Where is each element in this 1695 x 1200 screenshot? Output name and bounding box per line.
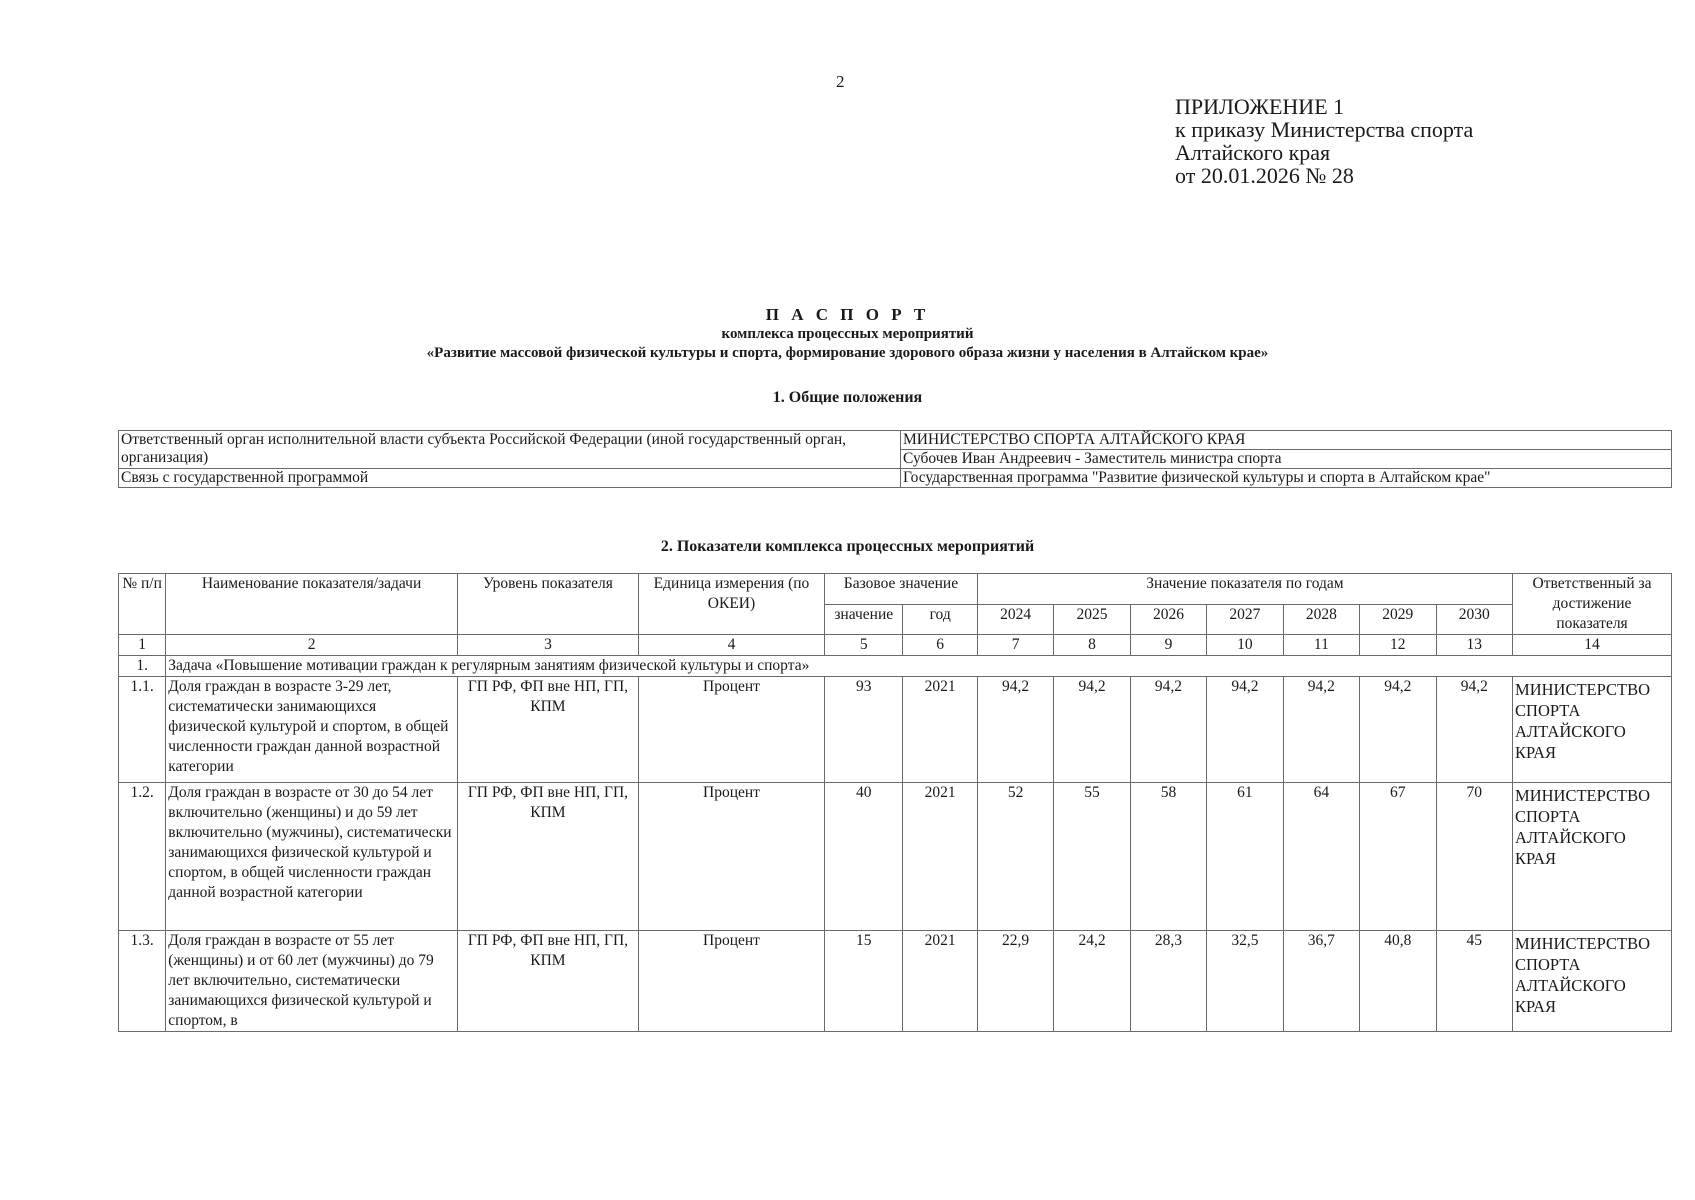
header-year: 2026 (1130, 604, 1206, 635)
table-header-row (119, 574, 1672, 605)
row-value-2026: 28,3 (1130, 931, 1206, 1032)
column-number: 12 (1360, 635, 1436, 656)
row-base-year: 2021 (903, 931, 977, 1032)
table-row (119, 677, 1672, 783)
row-value-2030: 45 (1436, 931, 1513, 1032)
section-general-title: 1. Общие положения (772, 389, 923, 406)
header-unit: Единица измерения (по ОКЕИ) (638, 574, 824, 635)
row-value-2024: 52 (977, 783, 1053, 931)
row-value-2027: 61 (1207, 783, 1283, 931)
row-level: ГП РФ, ФП вне НП, ГП, КПМ (457, 931, 638, 1032)
row-level: ГП РФ, ФП вне НП, ГП, КПМ (457, 677, 638, 783)
page-number: 2 (836, 72, 845, 91)
appendix-block (1175, 95, 1473, 187)
row-value-2024: 94,2 (977, 677, 1053, 783)
row-value-2029: 67 (1360, 783, 1436, 931)
row-base-year: 2021 (903, 677, 977, 783)
column-number: 1 (119, 635, 166, 656)
row-unit: Процент (638, 677, 824, 783)
row-responsible: МИНИСТЕРСТВО СПОРТА АЛТАЙСКОГО КРАЯ (1513, 783, 1672, 931)
column-number: 11 (1283, 635, 1359, 656)
row-value-2026: 94,2 (1130, 677, 1206, 783)
general-label-responsible: Ответственный орган исполнительной власти субъекта Российской Федерации (иной государственный орган, организация) (119, 431, 901, 469)
row-level: ГП РФ, ФП вне НП, ГП, КПМ (457, 783, 638, 931)
column-number: 13 (1436, 635, 1513, 656)
passport-subtitle: комплекса процессных мероприятий (721, 326, 974, 342)
appendix-region-line: Алтайского края (1175, 140, 1331, 165)
section-indicators-title: 2. Показатели комплекса процессных мероприятий (660, 538, 1035, 555)
task-num: 1. (119, 656, 166, 677)
general-label-program-link: Связь с государственной программой (119, 469, 901, 488)
row-unit: Процент (638, 783, 824, 931)
table-row (119, 431, 1672, 450)
row-responsible: МИНИСТЕРСТВО СПОРТА АЛТАЙСКОГО КРАЯ (1513, 677, 1672, 783)
table-row (119, 469, 1672, 488)
column-number: 2 (166, 635, 458, 656)
header-year: 2029 (1360, 604, 1436, 635)
header-year: 2028 (1283, 604, 1359, 635)
column-number: 4 (638, 635, 824, 656)
indicators-table (118, 573, 1672, 1032)
header-responsible: Ответственный за достижение показателя (1513, 574, 1672, 635)
header-base: Базовое значение (825, 574, 978, 605)
general-provisions-table (118, 430, 1672, 488)
table-row (119, 931, 1672, 1032)
column-number: 10 (1207, 635, 1283, 656)
column-number: 5 (825, 635, 903, 656)
task-text: Задача «Повышение мотивации граждан к регулярным занятиям физической культуры и спорта» (166, 656, 1672, 677)
column-number: 9 (1130, 635, 1206, 656)
row-value-2025: 24,2 (1054, 931, 1130, 1032)
row-value-2025: 94,2 (1054, 677, 1130, 783)
header-year: 2025 (1054, 604, 1130, 635)
passport-name: «Развитие массовой физической культуры и спорта, формирование здорового образа жизни у населения в Алтайском крае» (426, 345, 1269, 361)
header-base-value: значение (825, 604, 903, 635)
row-value-2025: 55 (1054, 783, 1130, 931)
row-value-2029: 40,8 (1360, 931, 1436, 1032)
row-value-2028: 36,7 (1283, 931, 1359, 1032)
column-number: 7 (977, 635, 1053, 656)
row-unit: Процент (638, 931, 824, 1032)
column-number: 8 (1054, 635, 1130, 656)
appendix-date-line: от 20.01.2026 № 28 (1175, 163, 1354, 188)
table-row (119, 783, 1672, 931)
column-number-row (119, 635, 1672, 656)
row-num: 1.1. (119, 677, 166, 783)
general-value-deputy: Субочев Иван Андреевич - Заместитель министра спорта (901, 450, 1672, 469)
row-value-2029: 94,2 (1360, 677, 1436, 783)
row-name: Доля граждан в возрасте от 55 лет (женщины) и от 60 лет (мужчины) до 79 лет включительно, систематически занимающихся физической культурой и спортом, в (166, 931, 458, 1032)
row-name: Доля граждан в возрасте 3-29 лет, систематически занимающихся физической культурой и спортом, в общей численности граждан данной возрастной категории (166, 677, 458, 783)
row-value-2027: 32,5 (1207, 931, 1283, 1032)
row-value-2027: 94,2 (1207, 677, 1283, 783)
row-value-2026: 58 (1130, 783, 1206, 931)
row-base-value: 40 (825, 783, 903, 931)
header-year: 2024 (977, 604, 1053, 635)
passport-title: П А С П О Р Т (765, 305, 930, 324)
general-value-ministry: МИНИСТЕРСТВО СПОРТА АЛТАЙСКОГО КРАЯ (901, 431, 1672, 450)
row-value-2024: 22,9 (977, 931, 1053, 1032)
appendix-order-line: к приказу Министерства спорта (1175, 117, 1474, 142)
general-value-program: Государственная программа "Развитие физической культуры и спорта в Алтайском крае" (901, 469, 1672, 488)
task-row (119, 656, 1672, 677)
column-number: 3 (457, 635, 638, 656)
row-value-2030: 70 (1436, 783, 1513, 931)
column-number: 14 (1513, 635, 1672, 656)
header-base-year: год (903, 604, 977, 635)
row-value-2028: 64 (1283, 783, 1359, 931)
passport-heading (0, 305, 1695, 363)
row-value-2030: 94,2 (1436, 677, 1513, 783)
header-level: Уровень показателя (457, 574, 638, 635)
header-year: 2030 (1436, 604, 1513, 635)
row-num: 1.3. (119, 931, 166, 1032)
row-base-value: 93 (825, 677, 903, 783)
header-name: Наименование показателя/задачи (166, 574, 458, 635)
row-responsible: МИНИСТЕРСТВО СПОРТА АЛТАЙСКОГО КРАЯ (1513, 931, 1672, 1032)
row-name: Доля граждан в возрасте от 30 до 54 лет включительно (женщины) и до 59 лет включительно (мужчины), систематически занимающихся физической культурой и спортом, в общей численности граждан данной возрастной категории (166, 783, 458, 931)
column-number: 6 (903, 635, 977, 656)
appendix-title: ПРИЛОЖЕНИЕ 1 (1175, 94, 1345, 119)
header-num: № п/п (119, 574, 166, 635)
header-year: 2027 (1207, 604, 1283, 635)
row-base-year: 2021 (903, 783, 977, 931)
header-years-group: Значение показателя по годам (977, 574, 1512, 605)
row-num: 1.2. (119, 783, 166, 931)
row-base-value: 15 (825, 931, 903, 1032)
row-value-2028: 94,2 (1283, 677, 1359, 783)
